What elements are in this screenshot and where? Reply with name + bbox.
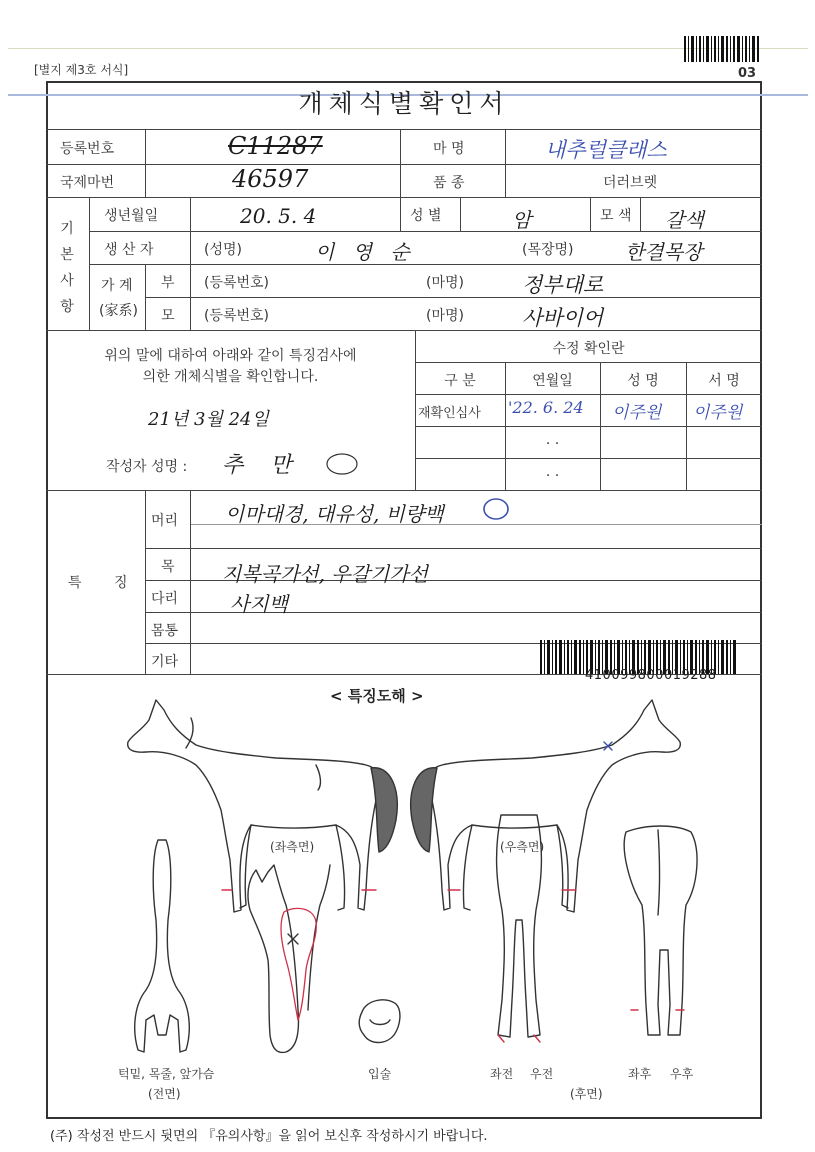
confirm-date: 21년 3월 24일 <box>148 409 269 430</box>
right-fore-caption: 우전 <box>530 1067 554 1081</box>
breeder-name-label: (성명) <box>204 242 242 258</box>
footer-note: (주) 작성전 반드시 뒷면의 『유의사항』을 읽어 보신후 작성하시기 바랍니다. <box>50 1129 488 1144</box>
birth-label: 생년월일 <box>104 208 159 224</box>
breeder-name-value: 이 영 순 <box>315 240 416 264</box>
dam-reg-label: (등록번호) <box>204 308 270 324</box>
coat-label: 모 색 <box>600 208 632 224</box>
legs-label: 다리 <box>151 591 179 607</box>
amend-row1-date: '22. 6. 24 <box>508 398 584 417</box>
amend-row3-date: . . <box>545 464 560 480</box>
amend-title: 수정 확인란 <box>552 341 625 357</box>
amend-col-name: 성 명 <box>627 373 659 389</box>
sex-value: 암 <box>512 208 532 232</box>
lips-outline <box>359 1000 400 1043</box>
breeder-label: 생 산 자 <box>104 242 154 258</box>
diagram-title: < 특징도해 > <box>330 687 424 705</box>
statement-line1: 위의 말에 대하여 아래와 같이 특징검사에 <box>104 348 357 364</box>
front-sub-caption: (전면) <box>148 1087 181 1101</box>
head-label: 머리 <box>151 513 179 529</box>
left-fore-caption: 좌전 <box>490 1067 514 1081</box>
statement-line2: 의한 개체식별을 확인합니다. <box>142 369 319 385</box>
amend-col-type: 구 분 <box>444 373 476 389</box>
horse-diagram <box>46 690 762 1120</box>
horse-name-label: 마 명 <box>433 141 465 157</box>
farm-label: (목장명) <box>522 242 574 258</box>
head-value: 이마대경, 대유성, 비량백 <box>225 502 444 526</box>
reg-no-value: C11287 <box>228 132 323 160</box>
pedigree-label: 가 계 <box>101 278 133 294</box>
pedigree-hanja: (家系) <box>99 303 138 319</box>
neck-value: 지복곡가선, 우갈기가선 <box>222 562 428 586</box>
birth-value: 20. 5. 4 <box>240 204 317 228</box>
sire-name-value: 정부대로 <box>522 273 604 297</box>
right-hind-caption: 우후 <box>670 1067 694 1081</box>
breed-value: 더러브렛 <box>603 175 658 191</box>
breed-label: 품 종 <box>433 175 465 191</box>
page-title: 개체식별확인서 <box>298 89 510 118</box>
horse-name-value: 내추럴클래스 <box>545 138 667 162</box>
amend-row1-name: 이주원 <box>612 403 662 423</box>
left-horse-tail <box>371 768 397 852</box>
amend-row1-type: 재확인심사 <box>418 406 481 421</box>
head-front-outline <box>248 865 330 1052</box>
reg-no-label: 등록번호 <box>60 141 115 157</box>
left-side-caption: (좌측면) <box>270 840 315 854</box>
rear-legs-outline <box>624 826 697 1035</box>
amend-col-date: 연월일 <box>532 373 573 389</box>
legs-value: 사지백 <box>230 592 288 616</box>
left-hind-caption: 좌후 <box>628 1067 652 1081</box>
body-label: 몸통 <box>151 623 179 639</box>
features-section-label: 특 징 <box>68 575 142 591</box>
amend-row2-date: . . <box>545 432 560 448</box>
rear-sub-caption: (후면) <box>570 1087 603 1101</box>
basic-section-label: 기본사항 <box>60 221 74 315</box>
sire-label: 부 <box>161 275 175 291</box>
dam-name-value: 사바이어 <box>522 306 604 330</box>
farm-value: 한결목장 <box>625 240 703 264</box>
amend-col-sign: 서 명 <box>708 373 740 389</box>
intl-no-value: 46597 <box>232 165 309 193</box>
dam-label: 모 <box>161 308 175 324</box>
page-number: 03 <box>738 66 757 81</box>
front-neck-outline <box>135 840 190 1052</box>
neck-label: 목 <box>161 559 175 575</box>
intl-no-label: 국제마번 <box>60 175 115 191</box>
head-circle-mark <box>482 496 510 522</box>
top-barcode <box>684 36 760 62</box>
amend-row1-sign: 이주원 <box>693 403 743 423</box>
author-label: 작성자 성명 : <box>106 459 188 475</box>
coat-value: 갈색 <box>665 208 704 232</box>
lips-caption: 입술 <box>368 1067 392 1081</box>
dam-name-label: (마명) <box>426 308 464 324</box>
form-reference: [별지 제3호 서식] <box>34 63 129 77</box>
sex-label: 성 별 <box>410 208 442 224</box>
author-value: 추 만 <box>222 453 302 478</box>
sire-name-label: (마명) <box>426 275 464 291</box>
seal-stamp <box>325 452 359 476</box>
front-caption: 턱밑, 목줄, 앞가슴 <box>118 1067 215 1081</box>
other-label: 기타 <box>151 654 179 670</box>
right-side-caption: (우측면) <box>500 840 545 854</box>
barcode-number: 410099800019288 <box>585 668 717 683</box>
sire-reg-label: (등록번호) <box>204 275 270 291</box>
right-horse-tail <box>411 768 437 852</box>
